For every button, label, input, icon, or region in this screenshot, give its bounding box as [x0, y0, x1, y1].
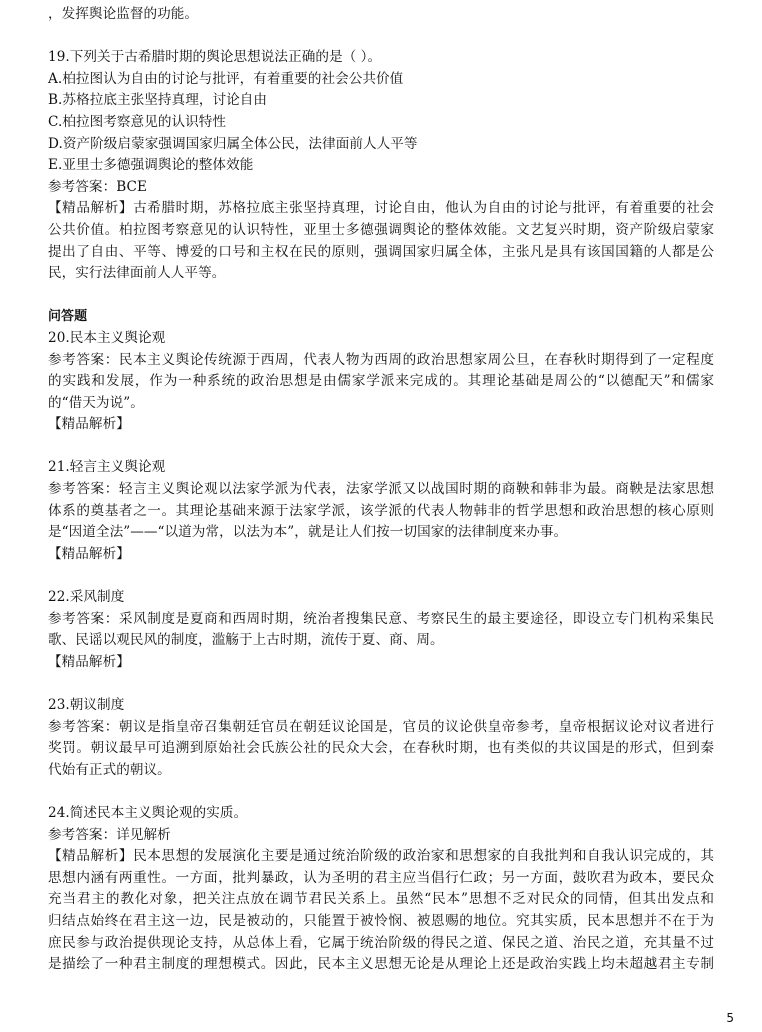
- analysis-label: 【精品解析】: [48, 545, 130, 562]
- analysis-line: 公共价值。柏拉图考察意见的认识特性，亚里士多德强调舆论的整体效能。文艺复兴时期，资产阶级启蒙家: [48, 221, 714, 238]
- reference-answer: 参考答案：详见解析: [48, 826, 171, 843]
- option-b: B.苏格拉底主张坚持真理，讨论自由: [48, 92, 268, 109]
- reference-answer: 参考答案：BCE: [48, 178, 147, 195]
- answer-line: 体系的奠基者之一。其理论基础来源于法家学派，该学派的代表人物韩非的哲学思想和政治思想的核心原则: [48, 502, 714, 519]
- question-title: 20.民本主义舆论观: [48, 329, 166, 346]
- answer-line: 参考答案：民本主义舆论传统源于西周，代表人物为西周的政治思想家周公旦，在春秋时期得到了一定程度: [48, 351, 714, 368]
- analysis-line: 【精品解析】古希腊时期，苏格拉底主张坚持真理，讨论自由，他认为自由的讨论与批评，有着重要的社会: [48, 200, 714, 217]
- answer-line: 歌、民谣以观民风的制度，滥觞于上古时期，流传于夏、商、周。: [48, 632, 444, 649]
- question-20: [48, 328, 714, 436]
- analysis-line: 归结点始终在君主这一边，民是被动的，只能置于被怜悯、被恩赐的地位。究其实质，民本思想并不在于为: [48, 912, 714, 929]
- analysis-line: 庶民参与政治提供现论支持，从总体上看，它属于统治阶级的得民之道、保民之道、治民之道，充其量不过: [48, 934, 714, 951]
- analysis-line: 民，实行法律面前人人平等。: [48, 265, 226, 282]
- analysis-line: 是描绘了一种君主制度的理想模式。因此，民本主义思想无论是从理论上还是政治实践上均未超越君主专制: [48, 956, 714, 973]
- option-d: D.资产阶级启蒙家强调国家归属全体公民，法律面前人人平等: [48, 135, 418, 152]
- answer-line: 奖罚。朝议最早可追溯到原始社会氏族公社的民众大会，在春秋时期，也有类似的共议国是的形式，但到秦: [48, 740, 714, 757]
- question-title: 21.轻言主义舆论观: [48, 459, 166, 476]
- analysis-label: 【精品解析】: [48, 416, 130, 433]
- answer-line: 的实践和发展，作为一种系统的政治思想是由儒家学派来完成的。其理论基础是周公的“以德配天”和儒家: [48, 373, 714, 390]
- document-page: [48, 4, 714, 976]
- option-a: A.柏拉图认为自由的讨论与批评，有着重要的社会公共价值: [48, 70, 404, 87]
- page-number: 5: [726, 1011, 734, 1025]
- answer-line: 参考答案：朝议是指皇帝召集朝廷官员在朝廷议论国是，官员的议论供皇帝参考，皇帝根据议论对议者进行: [48, 718, 714, 735]
- question-title: 22.采风制度: [48, 589, 125, 606]
- question-title: 19.下列关于古希腊时期的舆论思想说法正确的是（ ）。: [48, 49, 382, 66]
- section-heading: 问答题: [48, 309, 88, 325]
- question-24: [48, 803, 714, 976]
- answer-line: 是“因道全法”——“以道为常，以法为本”，就是让人们按一切国家的法律制度来办事。: [48, 524, 568, 541]
- question-title: 23.朝议制度: [48, 697, 125, 713]
- analysis-line: 充当君主的教化对象，把关注点放在调节君民关系上。虽然“民本”思想不乏对民众的同情，但其出发点和: [48, 891, 714, 908]
- analysis-label: 【精品解析】: [48, 653, 130, 670]
- question-title: 24.简述民本主义舆论观的实质。: [48, 804, 248, 821]
- question-22: [48, 587, 714, 673]
- answer-line: 参考答案：采风制度是夏商和西周时期，统治者搜集民意、考察民生的最主要途径，即设立专门机构采集民: [48, 610, 714, 627]
- answer-line: 代始有正式的朝议。: [48, 761, 171, 778]
- question-19: [48, 47, 714, 285]
- analysis-line: 提出了自由、平等、博爱的口号和主权在民的原则，强调国家归属全体，主张凡是具有该国国籍的人都是公: [48, 243, 714, 260]
- continued-line: ，发挥舆论监督的功能。: [48, 6, 199, 22]
- answer-line: 参考答案：轻言主义舆论观以法家学派为代表，法家学派又以战国时期的商鞅和韩非为最。商鞅是法家思想: [48, 481, 714, 498]
- answer-line: 的“借天为说”。: [48, 394, 144, 411]
- option-e: E.亚里士多德强调舆论的整体效能: [48, 157, 254, 174]
- question-23: [48, 695, 714, 781]
- analysis-line: 【精品解析】民本思想的发展演化主要是通过统治阶级的政治家和思想家的自我批判和自我认识完成的，其: [48, 848, 714, 865]
- option-c: C.柏拉图考察意见的认识特性: [48, 113, 227, 130]
- question-21: [48, 457, 714, 565]
- analysis-line: 思想内涵有两重性。一方面，批判暴政，认为圣明的君主应当倡行仁政；另一方面，鼓吹君为政本，要民众: [48, 869, 714, 886]
